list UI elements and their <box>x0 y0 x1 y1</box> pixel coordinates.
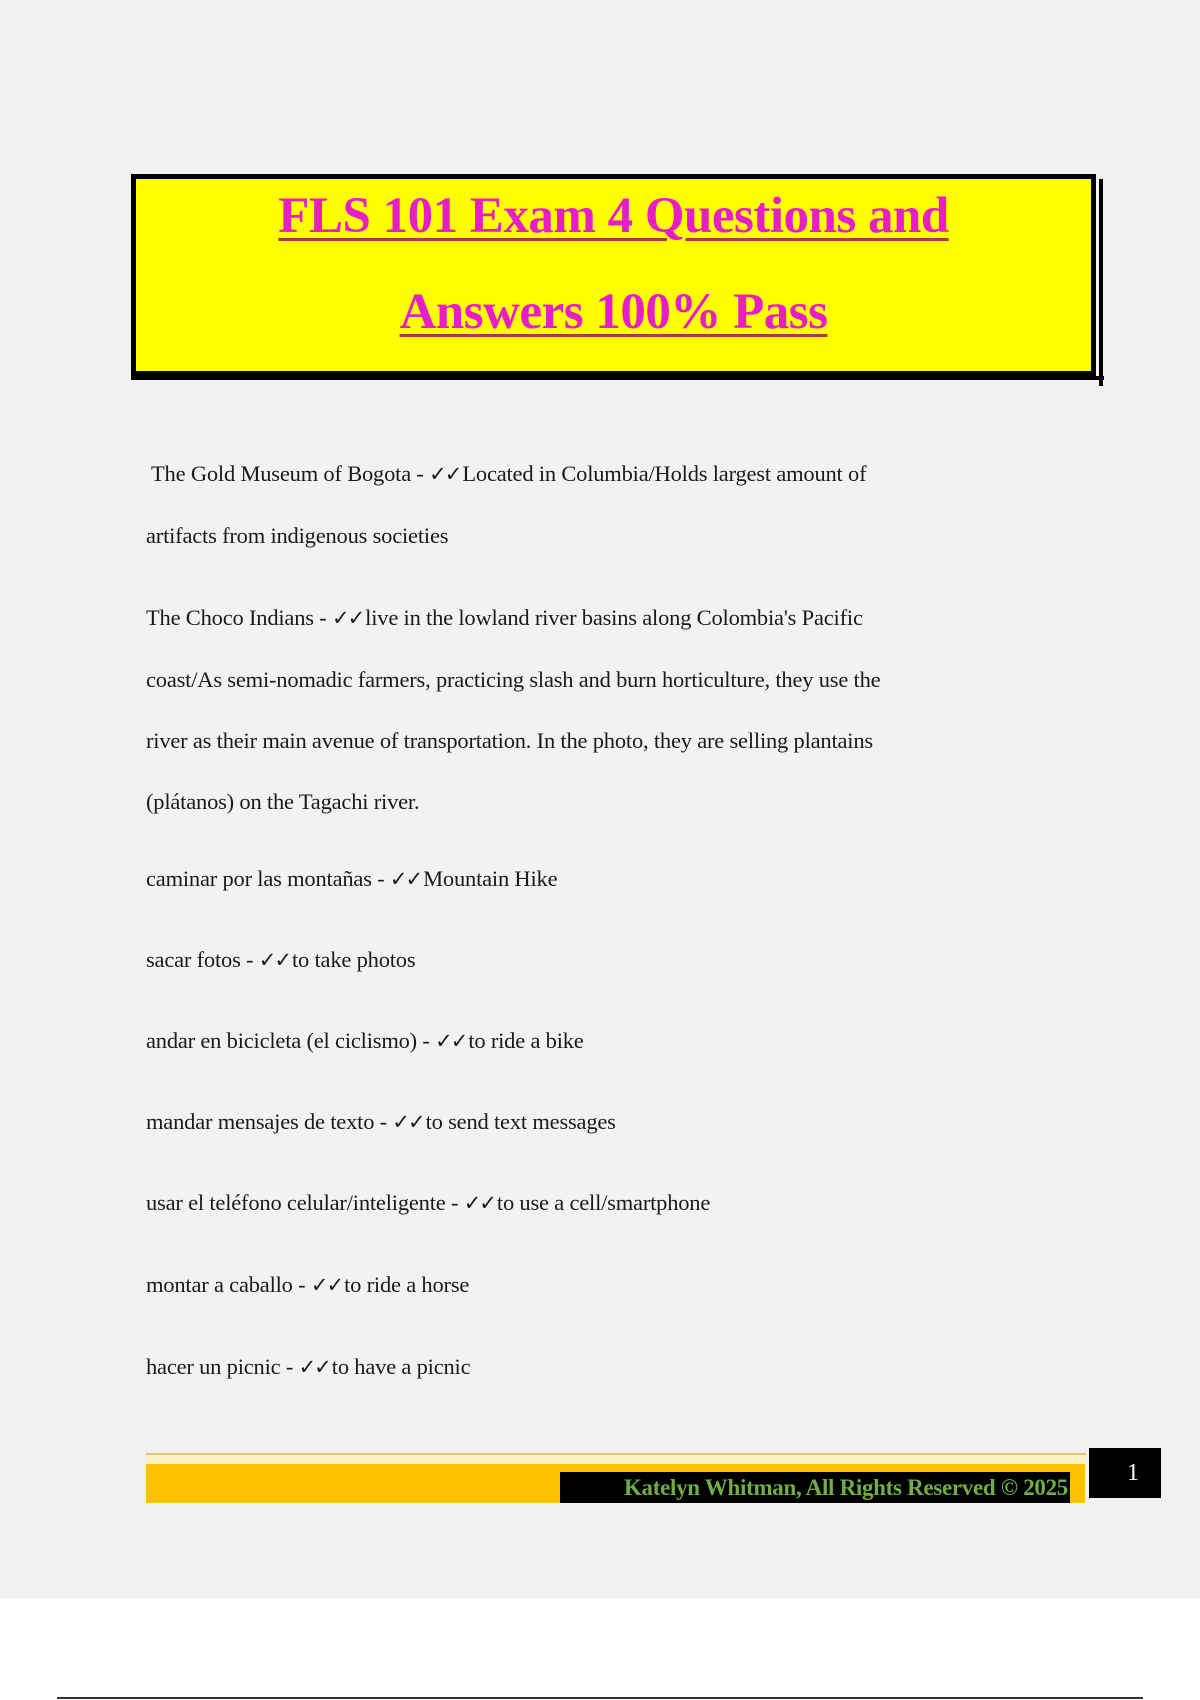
double-check-icon: ✓✓ <box>463 1191 495 1215</box>
entry-term: usar el teléfono celular/inteligente - <box>146 1190 464 1215</box>
page-number: 1 <box>1089 1448 1161 1498</box>
entry-definition: live in the lowland river basins along Colombia's Pacific <box>365 605 863 630</box>
entry-line <box>146 929 1066 991</box>
entry-line <box>146 1336 1066 1398</box>
entry-line <box>146 443 1066 505</box>
qa-entry-hacer-picnic <box>146 1336 1066 1398</box>
entry-definition: to have a picnic <box>331 1354 471 1379</box>
qa-entry-choco-indians <box>146 587 1066 832</box>
entry-definition: to take photos <box>291 947 416 972</box>
next-page-top-rule <box>57 1697 1143 1699</box>
entry-term: The Choco Indians - <box>146 605 332 630</box>
entry-definition: Located in Columbia/Holds largest amount of <box>462 461 867 486</box>
entry-term: sacar fotos - <box>146 947 259 972</box>
entry-line: coast/As semi-nomadic farmers, practicing slash and burn horticulture, they use the <box>146 667 881 692</box>
entry-definition: to ride a horse <box>344 1272 470 1297</box>
double-check-icon: ✓✓ <box>331 606 364 630</box>
entry-line: artifacts from indigenous societies <box>146 523 449 548</box>
footer-divider-highlight <box>146 1455 1086 1464</box>
entry-line <box>146 1254 1066 1316</box>
entry-line <box>146 587 1066 649</box>
entry-definition: to ride a bike <box>468 1028 584 1053</box>
entry-line <box>146 848 1066 910</box>
entry-line: (plátanos) on the Tagachi river. <box>146 789 420 814</box>
double-check-icon: ✓✓ <box>298 1355 330 1379</box>
entry-term: andar en bicicleta (el ciclismo) - <box>146 1028 436 1053</box>
entry-line: river as their main avenue of transportation. In the photo, they are selling plantains <box>146 728 873 753</box>
double-check-icon: ✓✓ <box>389 867 422 891</box>
double-check-icon: ✓✓ <box>429 462 461 486</box>
entry-line <box>146 1172 1066 1234</box>
double-check-icon: ✓✓ <box>392 1110 424 1134</box>
entry-term: mandar mensajes de texto - <box>146 1109 393 1134</box>
double-check-icon: ✓✓ <box>310 1273 343 1297</box>
title-banner <box>131 174 1096 376</box>
entry-definition: to use a cell/smartphone <box>496 1190 711 1215</box>
footer-copyright: Katelyn Whitman, All Rights Reserved © 2025 <box>560 1472 1070 1503</box>
double-check-icon: ✓✓ <box>258 948 290 972</box>
double-check-icon: ✓✓ <box>435 1029 467 1053</box>
title-line-2: Answers 100% Pass <box>399 284 828 340</box>
entry-line <box>146 1010 1066 1072</box>
entry-term: hacer un picnic - <box>146 1354 299 1379</box>
qa-entry-andar-bicicleta <box>146 1010 1066 1072</box>
qa-entry-usar-telefono <box>146 1172 1066 1234</box>
entry-term: caminar por las montañas - <box>146 866 390 891</box>
qa-entry-mandar-mensajes <box>146 1091 1066 1153</box>
qa-entry-montar-caballo <box>146 1254 1066 1316</box>
qa-entry-caminar <box>146 848 1066 910</box>
title-line-1: FLS 101 Exam 4 Questions and <box>278 188 949 244</box>
entry-term: montar a caballo - <box>146 1272 311 1297</box>
entry-definition: Mountain Hike <box>423 866 558 891</box>
entry-term: The Gold Museum of Bogota - <box>146 461 430 486</box>
qa-entry-sacar-fotos <box>146 929 1066 991</box>
qa-entry-gold-museum <box>146 443 1066 566</box>
entry-line <box>146 1091 1066 1153</box>
entry-definition: to send text messages <box>425 1109 616 1134</box>
